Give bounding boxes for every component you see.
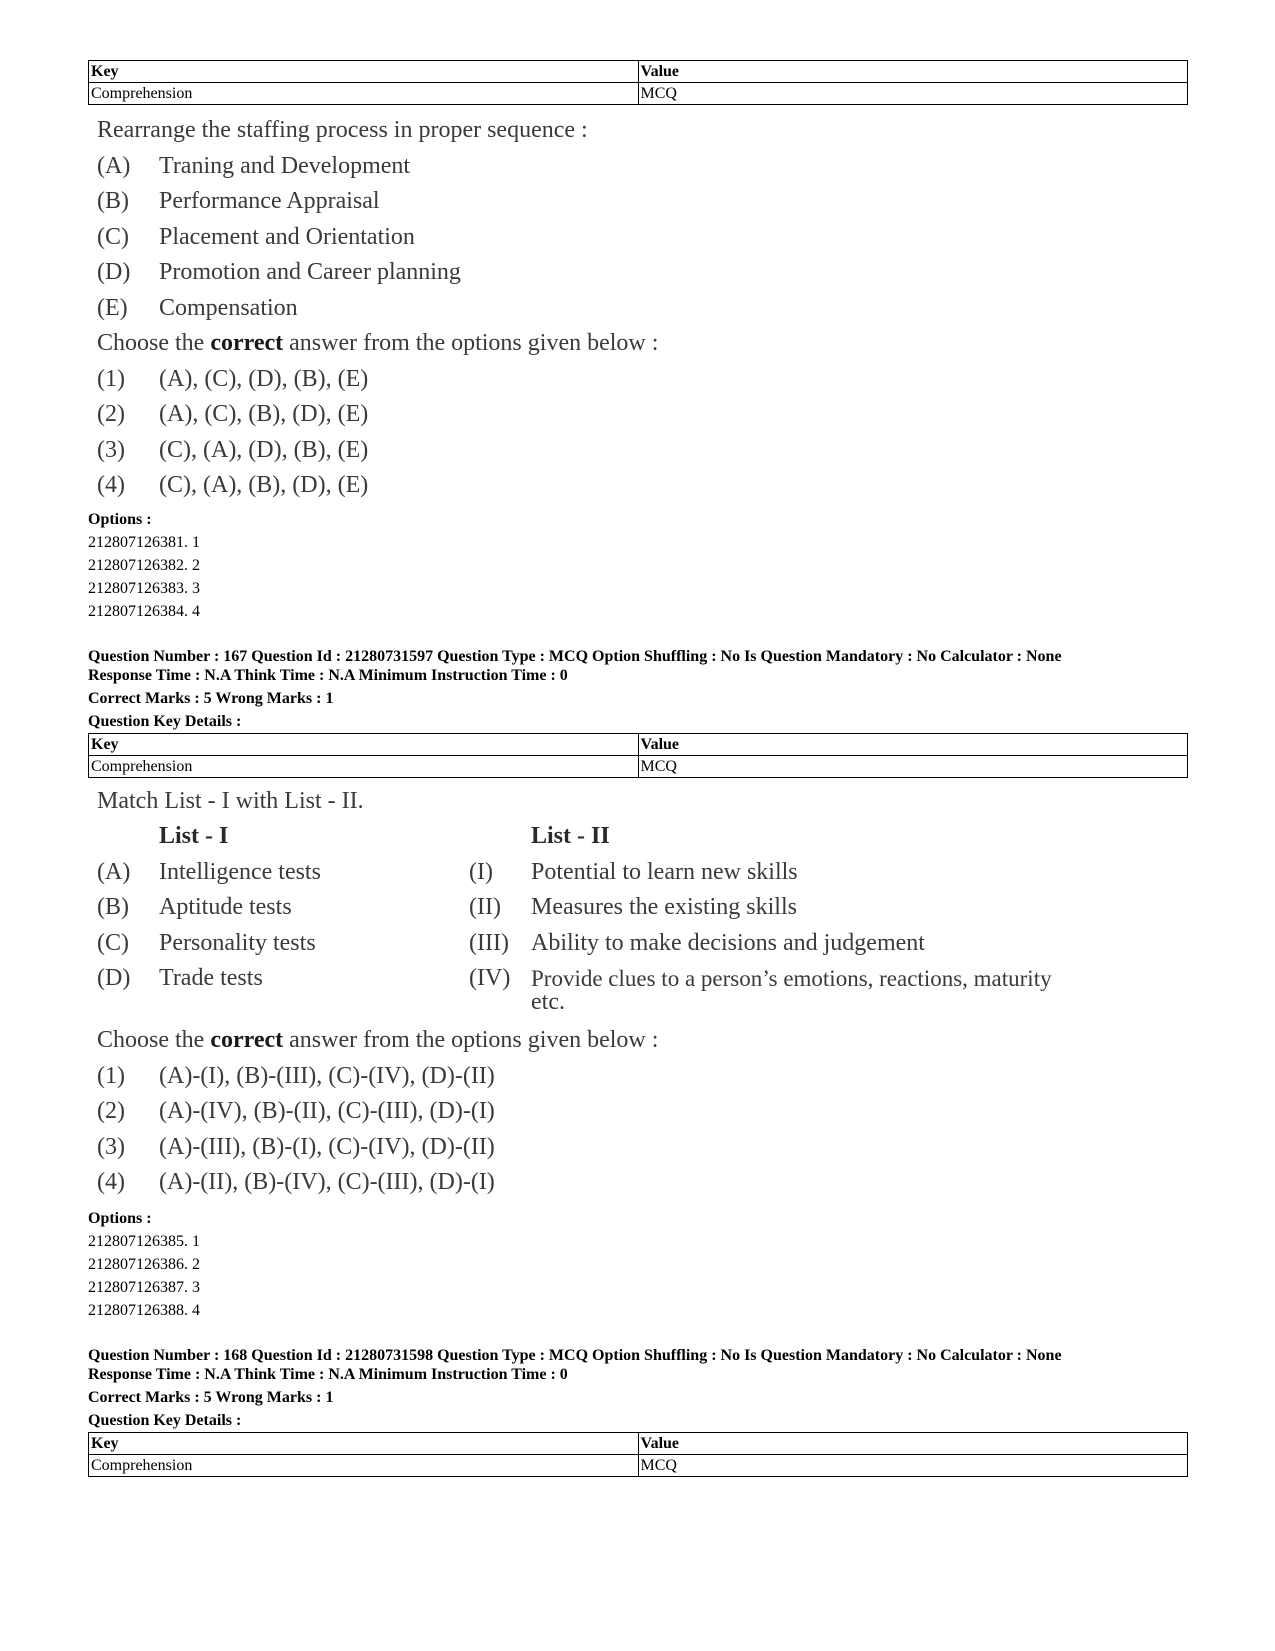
marks-line: Correct Marks : 5 Wrong Marks : 1 — [88, 1388, 334, 1406]
question-key-table — [88, 733, 1188, 778]
option-item: 212807126387. 3 — [88, 1278, 200, 1296]
answer-choice: (4) (C), (A), (B), (D), (E) — [97, 472, 369, 498]
key-header: Key — [89, 61, 639, 83]
option-item: 212807126381. 1 — [88, 533, 200, 551]
answer-choice: (4) (A)-(II), (B)-(IV), (C)-(III), (D)-(I) — [97, 1169, 495, 1195]
options-list — [88, 508, 1188, 623]
question-meta-line: Response Time : N.A Think Time : N.A Minimum Instruction Time : 0 — [88, 1365, 568, 1383]
question-meta-line: Question Number : 167 Question Id : 21280731597 Question Type : MCQ Option Shuffling : No Is Question Mandatory : No Calculator : None — [88, 647, 1062, 665]
value-cell: MCQ — [638, 755, 1188, 777]
list-item: (E) Compensation — [97, 294, 298, 321]
table-header-row — [89, 61, 1188, 83]
match-row: (D) Trade tests (IV) Provide clues to a person’s emotions, reactions, maturity — [97, 965, 1052, 991]
value-cell: MCQ — [638, 83, 1188, 105]
match-row: (B) Aptitude tests (II) Measures the existing skills — [97, 894, 797, 920]
key-cell: Comprehension — [89, 1454, 639, 1476]
question-166-body — [97, 113, 1188, 504]
list-item: (D) Promotion and Career planning — [97, 259, 461, 285]
answer-choice: (1) (A)-(I), (B)-(III), (C)-(IV), (D)-(II) — [97, 1062, 495, 1089]
option-item: 212807126385. 1 — [88, 1232, 200, 1250]
options-title: Options : — [88, 510, 152, 528]
options-title: Options : — [88, 1209, 152, 1227]
answer-choice: (2) (A), (C), (B), (D), (E) — [97, 401, 369, 427]
answer-choice: (3) (A)-(III), (B)-(I), (C)-(IV), (D)-(II) — [97, 1133, 495, 1160]
value-cell: MCQ — [638, 1454, 1188, 1476]
list-item: (B) Performance Appraisal — [97, 188, 380, 214]
key-header: Key — [89, 1432, 639, 1454]
marks-line: Correct Marks : 5 Wrong Marks : 1 — [88, 689, 334, 707]
list-2-header: List - II — [531, 823, 610, 849]
option-item: 212807126382. 2 — [88, 556, 200, 574]
table-row — [89, 83, 1188, 105]
value-header: Value — [638, 1432, 1188, 1454]
answer-choice: (2) (A)-(IV), (B)-(II), (C)-(III), (D)-(I) — [97, 1098, 495, 1124]
option-item: 212807126383. 3 — [88, 579, 200, 597]
list-item: (C) Placement and Orientation — [97, 223, 415, 250]
option-item: 212807126386. 2 — [88, 1255, 200, 1273]
list-headers — [97, 819, 1188, 855]
key-details-label: Question Key Details : — [88, 712, 242, 730]
question-167-meta — [88, 647, 1188, 731]
key-details-label: Question Key Details : — [88, 1411, 242, 1429]
key-header: Key — [89, 733, 639, 755]
value-header: Value — [638, 61, 1188, 83]
match-row: (A) Intelligence tests (I) Potential to learn new skills — [97, 858, 798, 885]
answer-choice: (3) (C), (A), (D), (B), (E) — [97, 436, 369, 463]
question-stem: Rearrange the staffing process in proper sequence : — [97, 117, 588, 143]
match-row: (C) Personality tests (III) Ability to make decisions and judgement — [97, 929, 925, 956]
options-list — [88, 1207, 1188, 1322]
question-168-meta — [88, 1346, 1188, 1430]
question-meta-line: Response Time : N.A Think Time : N.A Minimum Instruction Time : 0 — [88, 666, 568, 684]
value-header: Value — [638, 733, 1188, 755]
question-meta-line: Question Number : 168 Question Id : 21280731598 Question Type : MCQ Option Shuffling : No Is Question Mandatory : No Calculator : None — [88, 1346, 1062, 1364]
list-1-header: List - I — [159, 823, 229, 849]
table-row — [89, 1454, 1188, 1476]
question-stem: Match List - I with List - II. — [97, 787, 364, 814]
choose-instruction: Choose the correct answer from the options given below : — [97, 1027, 659, 1053]
answer-choice: (1) (A), (C), (D), (B), (E) — [97, 365, 369, 392]
option-item: 212807126384. 4 — [88, 602, 200, 620]
table-header-row — [89, 1432, 1188, 1454]
list-item: (A) Traning and Development — [97, 152, 411, 179]
key-cell: Comprehension — [89, 755, 639, 777]
table-row — [89, 755, 1188, 777]
option-item: 212807126388. 4 — [88, 1301, 200, 1319]
choose-instruction: Choose the correct answer from the options given below : — [97, 330, 659, 356]
key-cell: Comprehension — [89, 83, 639, 105]
document-page — [88, 60, 1188, 1477]
question-key-table — [88, 1432, 1188, 1477]
table-header-row — [89, 733, 1188, 755]
question-167-body — [97, 784, 1188, 1201]
question-key-table — [88, 60, 1188, 105]
match-row-continuation: etc. — [531, 989, 565, 1015]
